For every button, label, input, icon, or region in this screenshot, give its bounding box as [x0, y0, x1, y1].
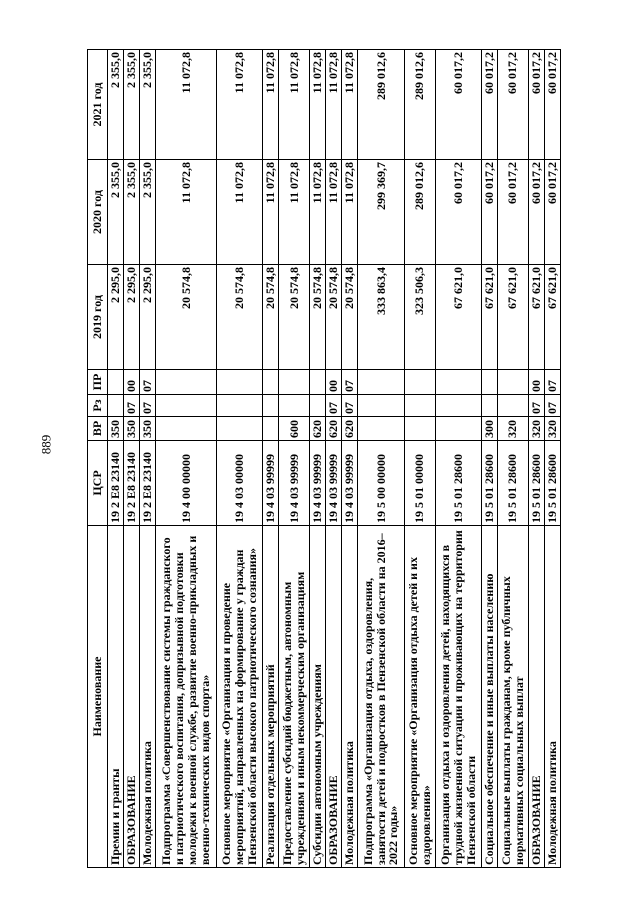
row-vr	[435, 417, 481, 441]
row-pr	[108, 370, 124, 395]
row-2021: 11 072,8	[156, 50, 217, 160]
row-2020: 2 355,0	[140, 160, 156, 265]
row-2019: 67 621,0	[545, 265, 561, 370]
row-name: Реализация отдельных мероприятий	[263, 526, 279, 868]
row-2019: 20 574,8	[156, 265, 217, 370]
row-csr: 19 5 01 28600	[529, 441, 545, 526]
row-rz	[481, 395, 497, 417]
row-2020: 2 355,0	[108, 160, 124, 265]
row-2019: 2 295,0	[140, 265, 156, 370]
row-name: Социальные выплаты гражданам, кроме публичных нормативных социальных выплат	[497, 526, 528, 868]
row-2020: 60 017,2	[497, 160, 528, 265]
row-csr: 19 5 01 28600	[497, 441, 528, 526]
row-2021: 2 355,0	[124, 50, 140, 160]
row-vr: 620	[310, 417, 326, 441]
row-name: Молодежная политика	[545, 526, 561, 868]
header-csr: ЦСР	[88, 441, 108, 526]
row-rz	[156, 395, 217, 417]
row-2021: 2 355,0	[140, 50, 156, 160]
row-name: Премии и гранты	[108, 526, 124, 868]
row-2020: 2 355,0	[124, 160, 140, 265]
row-vr	[263, 417, 279, 441]
row-rz: 07	[545, 395, 561, 417]
row-csr: 19 4 03 99999	[263, 441, 279, 526]
row-vr: 600	[279, 417, 310, 441]
row-2020: 60 017,2	[481, 160, 497, 265]
row-rz	[108, 395, 124, 417]
row-pr	[279, 370, 310, 395]
row-vr: 320	[545, 417, 561, 441]
row-2019: 67 621,0	[529, 265, 545, 370]
row-2019: 20 574,8	[326, 265, 342, 370]
table-header-row	[88, 50, 108, 868]
row-csr: 19 5 01 28600	[481, 441, 497, 526]
row-2021: 289 012,6	[358, 50, 404, 160]
row-2020: 60 017,2	[435, 160, 481, 265]
row-2019: 2 295,0	[108, 265, 124, 370]
header-name: Наименование	[88, 526, 108, 868]
row-vr: 350	[140, 417, 156, 441]
row-vr: 350	[108, 417, 124, 441]
row-2021: 60 017,2	[545, 50, 561, 160]
row-2020: 11 072,8	[279, 160, 310, 265]
row-csr: 19 2 E8 23140	[124, 441, 140, 526]
row-2019: 20 574,8	[279, 265, 310, 370]
header-vr: ВР	[88, 417, 108, 441]
row-vr: 350	[124, 417, 140, 441]
row-name: Предоставление субсидий бюджетным, автономным учреждениям и иным некоммерческим организациям	[279, 526, 310, 868]
row-pr	[263, 370, 279, 395]
header-2020: 2020 год	[88, 160, 108, 265]
row-2020: 299 369,7	[358, 160, 404, 265]
row-pr	[358, 370, 404, 395]
page-number: 889	[38, 434, 54, 455]
row-2019: 2 295,0	[124, 265, 140, 370]
table-row	[358, 50, 404, 868]
row-pr	[497, 370, 528, 395]
row-2021: 2 355,0	[108, 50, 124, 160]
row-2019: 67 621,0	[481, 265, 497, 370]
row-csr: 19 5 01 28600	[435, 441, 481, 526]
row-2021: 11 072,8	[342, 50, 358, 160]
row-name: Молодежная политика	[140, 526, 156, 868]
row-vr: 300	[481, 417, 497, 441]
row-name: ОБРАЗОВАНИЕ	[529, 526, 545, 868]
row-vr: 620	[326, 417, 342, 441]
table-row	[404, 50, 435, 868]
row-2021: 289 012,6	[404, 50, 435, 160]
table-row	[545, 50, 561, 868]
row-2021: 60 017,2	[481, 50, 497, 160]
row-csr: 19 2 E8 23140	[108, 441, 124, 526]
budget-table	[87, 49, 561, 868]
row-pr	[156, 370, 217, 395]
row-pr	[481, 370, 497, 395]
header-2021: 2021 год	[88, 50, 108, 160]
row-pr	[310, 370, 326, 395]
row-vr: 320	[497, 417, 528, 441]
table-row	[326, 50, 342, 868]
row-csr: 19 4 03 99999	[279, 441, 310, 526]
row-pr: 00	[124, 370, 140, 395]
row-2020: 11 072,8	[263, 160, 279, 265]
budget-table-container	[87, 50, 561, 868]
row-pr	[404, 370, 435, 395]
row-2020: 60 017,2	[529, 160, 545, 265]
row-rz	[497, 395, 528, 417]
table-row	[217, 50, 263, 868]
header-pr: ПР	[88, 370, 108, 395]
table-row	[481, 50, 497, 868]
row-rz	[263, 395, 279, 417]
row-pr: 07	[545, 370, 561, 395]
row-rz	[279, 395, 310, 417]
row-csr: 19 5 00 00000	[358, 441, 404, 526]
table-row	[310, 50, 326, 868]
row-name: Основное мероприятие «Организация и проведение мероприятий, направленных на формирование у граждан Пензенской области высокого патриотического сознания»	[217, 526, 263, 868]
row-pr: 00	[529, 370, 545, 395]
row-name: Основное мероприятие «Организация отдыха детей и их оздоровления»	[404, 526, 435, 868]
row-pr: 07	[140, 370, 156, 395]
row-csr: 19 4 03 00000	[217, 441, 263, 526]
row-pr	[217, 370, 263, 395]
row-pr	[435, 370, 481, 395]
row-csr: 19 5 01 00000	[404, 441, 435, 526]
table-row	[529, 50, 545, 868]
row-csr: 19 5 01 28600	[545, 441, 561, 526]
table-row	[263, 50, 279, 868]
table-row	[124, 50, 140, 868]
table-row	[279, 50, 310, 868]
row-rz	[358, 395, 404, 417]
row-2021: 60 017,2	[435, 50, 481, 160]
row-2020: 11 072,8	[342, 160, 358, 265]
row-vr	[156, 417, 217, 441]
row-2019: 20 574,8	[342, 265, 358, 370]
row-2019: 333 863,4	[358, 265, 404, 370]
row-2020: 11 072,8	[310, 160, 326, 265]
row-rz	[404, 395, 435, 417]
row-pr: 07	[342, 370, 358, 395]
row-csr: 19 4 03 99999	[342, 441, 358, 526]
row-csr: 19 4 00 00000	[156, 441, 217, 526]
header-rz: Рз	[88, 395, 108, 417]
table-row	[435, 50, 481, 868]
row-name: Молодежная политика	[342, 526, 358, 868]
row-csr: 19 4 03 99999	[326, 441, 342, 526]
row-vr	[404, 417, 435, 441]
row-2021: 60 017,2	[497, 50, 528, 160]
row-2021: 60 017,2	[529, 50, 545, 160]
row-2020: 11 072,8	[326, 160, 342, 265]
row-name: ОБРАЗОВАНИЕ	[326, 526, 342, 868]
row-rz: 07	[140, 395, 156, 417]
row-2019: 20 574,8	[263, 265, 279, 370]
row-2021: 11 072,8	[279, 50, 310, 160]
row-rz: 07	[529, 395, 545, 417]
table-row	[108, 50, 124, 868]
row-rz	[435, 395, 481, 417]
row-2019: 20 574,8	[217, 265, 263, 370]
row-2019: 20 574,8	[310, 265, 326, 370]
row-2019: 67 621,0	[497, 265, 528, 370]
row-vr: 620	[342, 417, 358, 441]
table-row	[497, 50, 528, 868]
row-rz	[217, 395, 263, 417]
table-row	[140, 50, 156, 868]
row-vr	[358, 417, 404, 441]
row-rz	[310, 395, 326, 417]
row-2020: 11 072,8	[217, 160, 263, 265]
row-2019: 67 621,0	[435, 265, 481, 370]
row-2021: 11 072,8	[263, 50, 279, 160]
table-row	[156, 50, 217, 868]
row-rz: 07	[326, 395, 342, 417]
table-row	[342, 50, 358, 868]
row-rz: 07	[124, 395, 140, 417]
row-2021: 11 072,8	[326, 50, 342, 160]
row-2020: 11 072,8	[156, 160, 217, 265]
row-name: Подпрограмма «Совершенствование системы гражданского и патриотического воспитания, допризывной подготовки молодежи к военной службе, развитие военно-прикладных и военно-технических видов спорта»	[156, 526, 217, 868]
row-name: Организация отдыха и оздоровления детей, находящихся в трудной жизненной ситуации и проживающих на территории Пензенской области	[435, 526, 481, 868]
header-2019: 2019 год	[88, 265, 108, 370]
row-2020: 289 012,6	[404, 160, 435, 265]
row-2021: 11 072,8	[217, 50, 263, 160]
row-2019: 323 506,3	[404, 265, 435, 370]
row-csr: 19 4 03 99999	[310, 441, 326, 526]
row-2021: 11 072,8	[310, 50, 326, 160]
row-name: Субсидии автономным учреждениям	[310, 526, 326, 868]
row-2020: 60 017,2	[545, 160, 561, 265]
row-vr	[217, 417, 263, 441]
row-vr: 320	[529, 417, 545, 441]
row-rz: 07	[342, 395, 358, 417]
row-name: Социальное обеспечение и иные выплаты населению	[481, 526, 497, 868]
row-csr: 19 2 E8 23140	[140, 441, 156, 526]
row-name: ОБРАЗОВАНИЕ	[124, 526, 140, 868]
row-name: Подпрограмма «Организация отдыха, оздоровления, занятости детей и подростков в Пензенской области на 2016–2022 годы»	[358, 526, 404, 868]
row-pr: 00	[326, 370, 342, 395]
